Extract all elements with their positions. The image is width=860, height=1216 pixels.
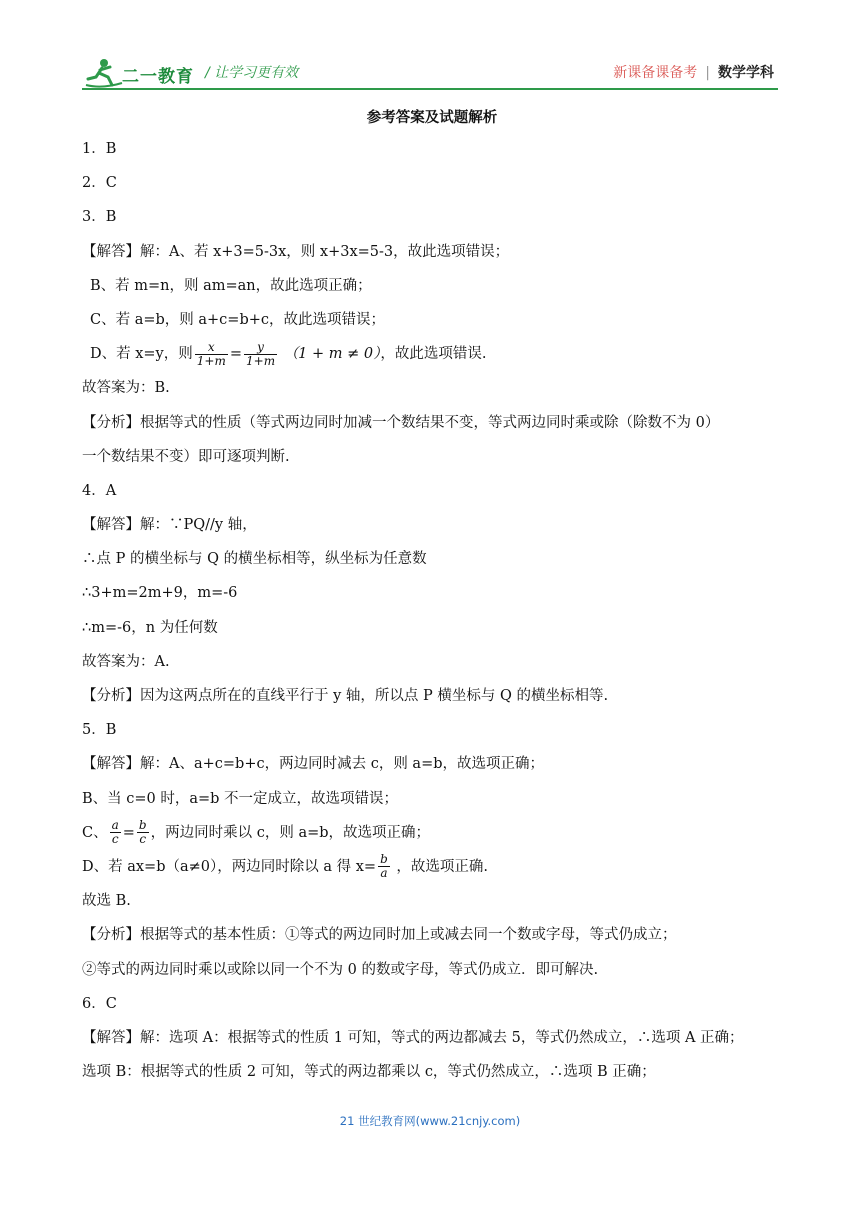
fraction — [378, 853, 390, 880]
fraction — [195, 341, 228, 368]
analysis-line: 一个数结果不变）即可逐项判断. — [82, 448, 290, 465]
page-header — [0, 0, 860, 100]
solution-line: B、当 c=0 时，a=b 不一定成立，故选项错误； — [82, 790, 399, 807]
fraction — [110, 819, 121, 846]
text-segment: ，两边同时乘以 c，则 a=b，故选项正确； — [150, 824, 431, 841]
solution-line: 【解答】解：选项 A：根据等式的性质 1 可知，等式的两边都减去 5，等式仍然成立，∴选项 A 正确； — [82, 1029, 744, 1046]
logo-text: 二一教育 — [122, 67, 194, 87]
numerator: x — [195, 341, 228, 355]
text-segment: C、 — [82, 824, 108, 841]
numerator: b — [138, 818, 147, 833]
denominator: c — [111, 832, 119, 847]
text-segment: D、若 ax=b（a≠0），两边同时除以 a 得 x= — [82, 858, 377, 875]
numerator: b — [380, 852, 388, 867]
numerator: y — [244, 341, 277, 355]
equals-sign: = — [122, 824, 135, 841]
answer-line: 5．B — [82, 722, 117, 739]
header-right — [613, 62, 774, 82]
answer-line: 6．C — [82, 995, 117, 1012]
answer-line: 1．B — [82, 141, 117, 157]
text-segment: ，故此选项错误. — [380, 346, 487, 363]
analysis-line: 【分析】根据等式的基本性质：①等式的两边同时加上或减去同一个数或字母，等式仍成立； — [82, 927, 677, 944]
condition: （1 + m ≠ 0） — [283, 346, 381, 363]
denominator: a — [380, 866, 388, 881]
answer-line: 2．C — [82, 175, 117, 192]
fraction — [244, 341, 277, 368]
solution-line: 【解答】解：A、a+c=b+c，两边同时减去 c，则 a=b，故选项正确； — [82, 756, 545, 773]
document-body — [82, 100, 782, 1089]
analysis-line: ②等式的两边同时乘以或除以同一个不为 0 的数或字母，等式仍成立．即可解决. — [82, 961, 599, 978]
solution-line: 【解答】解：A、若 x+3=5-3x，则 x+3x=5-3，故此选项错误； — [82, 243, 510, 260]
solution-line: 选项 B：根据等式的性质 2 可知，等式的两边都乘以 c，等式仍然成立，∴选项 B 正确； — [82, 1064, 656, 1081]
denominator: 1+m — [196, 353, 226, 368]
solution-line: 【解答】解：∵PQ//y 轴， — [82, 517, 257, 534]
numerator: a — [111, 818, 119, 833]
solution-line: B、若 m=n，则 am=an，故此选项正确； — [90, 277, 372, 294]
denominator: c — [139, 832, 147, 847]
solution-line: ∴m=-6，n 为任何数 — [82, 619, 218, 636]
fraction — [137, 819, 149, 846]
text-segment: ，故选项正确. — [396, 858, 488, 875]
slogan: / 让学习更有效 — [205, 65, 299, 81]
header-rule — [82, 88, 778, 90]
answer-line: 4．A — [82, 482, 117, 499]
solution-line: ∴点 P 的横坐标与 Q 的横坐标相等，纵坐标为任意数 — [82, 551, 427, 568]
header-subject-label: 数学学科 — [718, 65, 774, 81]
answer-line: 3．B — [82, 209, 117, 226]
solution-line: ∴3+m=2m+9，m=-6 — [82, 585, 238, 602]
solution-line: C、若 a=b，则 a+c=b+c，故此选项错误； — [90, 311, 386, 328]
denominator: 1+m — [246, 353, 276, 368]
header-course-label: 新课备课备考 — [613, 65, 698, 81]
solution-line: 故选 B. — [82, 893, 131, 910]
text-segment: D、若 x=y，则 — [90, 346, 193, 363]
page-title: 参考答案及试题解析 — [366, 109, 498, 126]
equals-sign: = — [229, 346, 242, 363]
analysis-line: 【分析】根据等式的性质（等式两边同时加减一个数结果不变，等式两边同时乘或除（除数不为 0） — [82, 414, 720, 431]
header-separator: | — [705, 65, 710, 81]
solution-line-fraction — [82, 337, 782, 371]
analysis-line: 【分析】因为这两点所在的直线平行于 y 轴，所以点 P 横坐标与 Q 的横坐标相等. — [82, 688, 609, 704]
solution-line: 故答案为：A. — [82, 653, 170, 670]
solution-line-fraction — [82, 850, 782, 884]
page-footer: 21 世纪教育网(www.21cnjy.com) — [339, 1114, 521, 1128]
solution-line: 故答案为：B. — [82, 380, 170, 397]
solution-line-fraction — [82, 816, 782, 850]
